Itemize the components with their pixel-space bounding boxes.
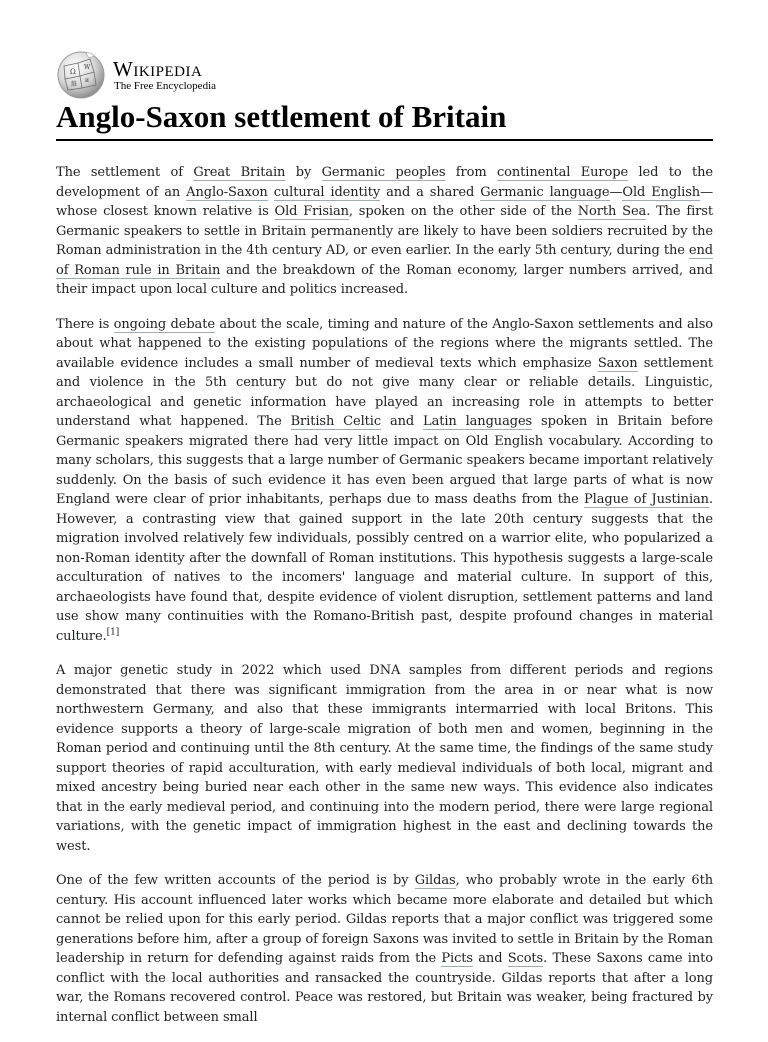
svg-text:Ω: Ω xyxy=(70,68,76,76)
citation-link[interactable]: [1] xyxy=(106,627,120,638)
wiki-link[interactable]: ongoing debate xyxy=(113,316,215,332)
wiki-link[interactable]: Gildas xyxy=(414,873,456,888)
wiki-link[interactable]: Germanic language xyxy=(480,184,610,200)
wiki-link[interactable]: British Celtic xyxy=(290,414,382,429)
svg-text:W: W xyxy=(84,64,91,71)
wiki-link[interactable]: Scots xyxy=(507,951,544,966)
wiki-link[interactable]: cultural identity xyxy=(273,184,381,200)
text-run: and xyxy=(381,414,424,429)
wiki-link[interactable]: Anglo-Saxon xyxy=(186,184,268,200)
wiki-link[interactable]: Latin languages xyxy=(423,414,533,429)
wiki-link[interactable]: Germanic peoples xyxy=(321,165,446,180)
brand-tagline: The Free Encyclopedia xyxy=(114,79,217,92)
text-run: and the breakdown of the Roman economy, larger numbers arrived, and their impact upon local culture and politics increased. xyxy=(56,262,713,297)
text-run: led to the development of an xyxy=(56,165,714,200)
site-header xyxy=(56,50,713,100)
wiki-link[interactable]: Saxon xyxy=(597,355,638,371)
wiki-link[interactable]: North Sea xyxy=(577,204,647,219)
page xyxy=(56,50,713,1042)
text-run: about the scale, timing and nature of the Anglo-Saxon settlements and also about what happened to the existing populations of the regions where the migrants settled. The available evidence includes a small number of medieval texts which emphasize xyxy=(56,316,714,371)
article-paragraph xyxy=(56,661,713,856)
text-run: and a shared xyxy=(380,184,481,200)
text-run: from xyxy=(445,165,497,180)
text-run: . However, a contrasting view that gained support in the late 20th century suggests that the migration involved relatively few individuals, possibly centred on a warrior elite, who popularized a non-Roman identity after the downfall of Roman institutions. This hypothesis suggests a large-scale acculturation of natives to the incomers' language and material culture. In support of this, archaeologists have found that, despite evidence of violent disruption, settlement patterns and land use show many continuities with the Romano-British past, despite profound changes in material culture. xyxy=(56,492,713,644)
wiki-link[interactable]: Plague of Justinian xyxy=(584,492,709,507)
text-run: settlement and violence in the 5th century but do not give many clear or reliable details. Linguistic, archaeological and genetic information have played an increasing role in attempts to better understand what happened. The xyxy=(56,355,713,429)
wiki-link[interactable]: end of Roman rule in Britain xyxy=(56,243,713,278)
wiki-link[interactable]: Picts xyxy=(441,951,473,966)
wiki-link[interactable]: Great Britain xyxy=(193,165,286,180)
text-run: —whose closest known relative is xyxy=(56,184,713,219)
text-run: spoken in Britain before Germanic speakers migrated there had very little impact on Old English vocabulary. According to many scholars, this suggests that a large number of Germanic speakers became important relatively suddenly. On the basis of such evidence it has even been argued that large parts of what is now England were clear of prior inhabitants, perhaps due to mass deaths from the xyxy=(56,414,713,507)
article-paragraph xyxy=(56,315,713,647)
text-run: , who probably wrote in the early 6th century. His account influenced later works which became more elaborate and detailed but which cannot be relied upon for this early period. Gildas reports that a major conflict was triggered some generations before him, after a group of foreign Saxons was invited to settle in Britain by the Roman leadership in return for defending against raids from the xyxy=(56,873,713,966)
page-title: Anglo-Saxon settlement of Britain xyxy=(56,100,713,141)
text-run: . These Saxons came into conflict with the local authorities and ransacked the countryside. Gildas reports that after a long war, the Romans recovered control. Peace was restored, but Britain was weaker, being fractured by internal conflict between small xyxy=(56,951,713,1025)
svg-text:維: 維 xyxy=(71,81,78,88)
puzzle-globe-icon[interactable] xyxy=(56,50,106,100)
text-run: A major genetic study in 2022 which used DNA samples from different periods and regions demonstrated that there was significant immigration from the area in or near what is now northwestern Germany, and also that these immigrants intermarried with local Britons. This evidence supports a theory of large-scale migration of both men and women, beginning in the Roman period and continuing until the 8th century. At the same time, the findings of the same study support theories of rapid acculturation, with early medieval individuals of both local, migrant and mixed ancestry being buried near each other in the same new ways. This evidence also indicates that in the early medieval period, and continuing into the modern period, there were large regional variations, with the genetic impact of immigration highest in the east and declining towards the west. xyxy=(56,663,713,854)
text-run: There is xyxy=(56,316,114,332)
text-run: and xyxy=(472,951,508,966)
article-paragraph xyxy=(56,163,713,300)
brand-name: Wikipedia xyxy=(113,56,203,81)
wiki-link[interactable]: Old Frisian xyxy=(274,204,349,219)
text-run: by xyxy=(285,165,322,180)
wiki-link[interactable]: continental Europe xyxy=(497,165,629,180)
article-paragraph xyxy=(56,871,713,1027)
brand[interactable] xyxy=(113,58,216,93)
text-run: , spoken on the other side of the xyxy=(348,204,578,219)
article-body xyxy=(56,163,713,1027)
text-run: — xyxy=(609,184,623,200)
text-run xyxy=(268,185,274,200)
text-run: The settlement of xyxy=(56,165,194,180)
text-run: . The first Germanic speakers to settle in Britain permanently are likely to have been soldiers recruited by the Roman administration in the 4th century AD, or even earlier. In the early 5th century, during the xyxy=(56,204,713,258)
wiki-link[interactable]: Old English xyxy=(622,184,701,200)
svg-text:и: и xyxy=(85,77,89,84)
text-run: One of the few written accounts of the period is by xyxy=(56,873,415,888)
